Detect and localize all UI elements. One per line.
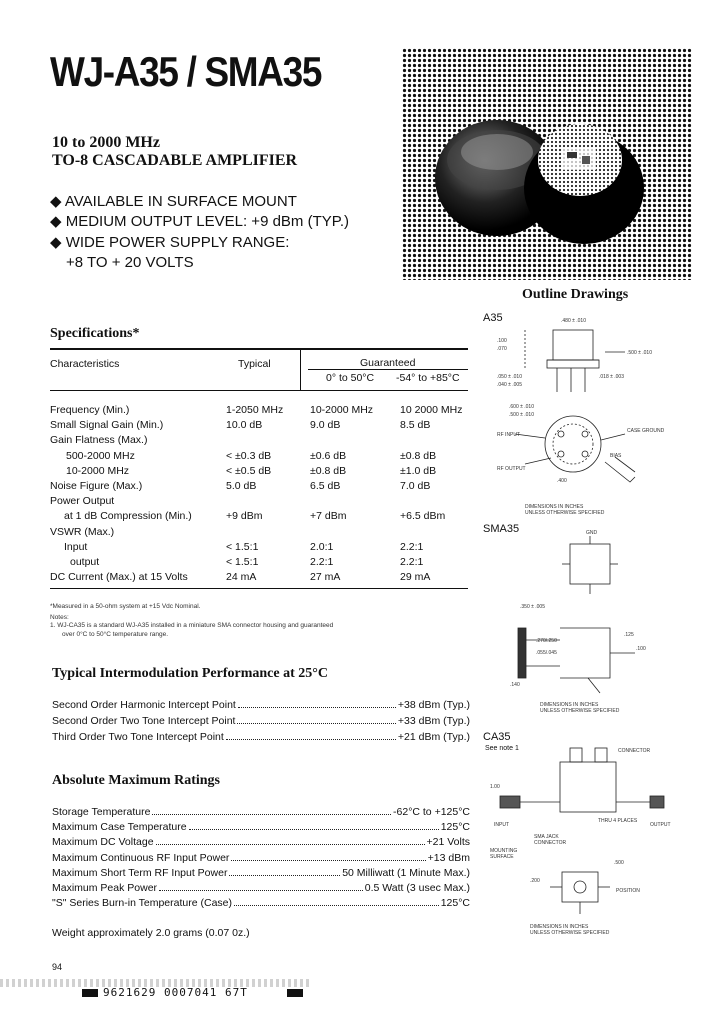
svg-text:.500 ± .010: .500 ± .010 (627, 350, 652, 356)
spec-row-label: Small Signal Gain (Min.) (50, 419, 164, 432)
col-header-typical: Typical (238, 358, 271, 370)
spec-row-guaranteed-0-50: ±0.6 dB (310, 449, 347, 462)
svg-text:POSITION: POSITION (616, 888, 640, 894)
svg-text:.040 ± .005: .040 ± .005 (497, 382, 522, 388)
svg-text:.055/.045: .055/.045 (536, 650, 557, 656)
absmax-row-value: 125°C (440, 821, 470, 834)
ca35-outline-drawing (490, 742, 695, 937)
svg-text:1.00: 1.00 (490, 784, 500, 790)
diamond-bullet-icon: ◆ (50, 193, 62, 210)
spec-row-guaranteed-0-50: 2.2:1 (310, 556, 334, 568)
dot-leader (234, 897, 439, 906)
barcode-text: 9621629 0007041 67T (103, 986, 248, 999)
absmax-heading: Absolute Maximum Ratings (52, 773, 221, 788)
diamond-bullet-icon: ◆ (50, 234, 62, 251)
intermod-row (52, 699, 470, 711)
dot-leader (226, 731, 396, 740)
absmax-row-value: -62°C to +125°C (393, 806, 470, 818)
spec-row-label: Noise Figure (Max.) (50, 480, 143, 492)
svg-text:SURFACE: SURFACE (490, 854, 514, 860)
spec-row-guaranteed-54-85: 2.2:1 (400, 540, 424, 553)
spec-row-guaranteed-54-85: ±0.8 dB (400, 449, 437, 462)
spec-row-label: DC Current (Max.) at 15 Volts (50, 571, 188, 584)
svg-text:.500 ± .010: .500 ± .010 (509, 412, 534, 418)
absmax-row-label: Maximum Case Temperature (52, 821, 187, 834)
product-photo (402, 48, 692, 280)
spec-row-guaranteed-54-85: 7.0 dB (400, 480, 431, 492)
specifications-heading: Specifications* (50, 326, 140, 341)
svg-text:.500: .500 (614, 860, 624, 866)
spec-row-guaranteed-54-85: +6.5 dBm (400, 510, 446, 523)
spec-row-label: 10-2000 MHz (66, 464, 130, 477)
absmax-row-label: Maximum Peak Power (52, 882, 158, 894)
absmax-row (52, 821, 470, 833)
dot-leader (159, 882, 363, 891)
svg-text:.070: .070 (497, 346, 507, 352)
spec-footnote: *Measured in a 50-ohm system at +15 Vdc Nominal. (50, 603, 201, 610)
intermod-row-label: Second Order Harmonic Intercept Point (52, 699, 236, 711)
absmax-row-label: Maximum DC Voltage (52, 836, 154, 849)
svg-text:MOUNTING: MOUNTING (490, 848, 518, 854)
feature-item-continued: +8 TO + 20 VOLTS (66, 254, 194, 271)
spec-row-guaranteed-54-85: 2.2:1 (400, 556, 424, 568)
spec-notes-label: Notes: (50, 614, 69, 621)
spec-row-typical: < 1.5:1 (226, 556, 259, 568)
svg-text:SMA JACK: SMA JACK (534, 834, 559, 840)
svg-text:DIMENSIONS IN INCHES: DIMENSIONS IN INCHES (525, 504, 584, 510)
intermod-row-label: Third Order Two Tone Intercept Point (52, 731, 224, 743)
col-header-characteristics: Characteristics (50, 358, 120, 370)
absmax-row-value: 0.5 Watt (3 usec Max.) (364, 882, 470, 894)
spec-row-typical: 5.0 dB (226, 480, 257, 492)
spec-row-typical: < 1.5:1 (226, 540, 259, 553)
absmax-row (52, 806, 470, 818)
svg-text:.125: .125 (624, 632, 634, 638)
svg-text:.100: .100 (636, 646, 646, 652)
svg-text:RF OUTPUT: RF OUTPUT (497, 466, 526, 472)
dot-leader (237, 715, 395, 724)
intermod-row (52, 731, 470, 743)
sma35-outline-drawing (500, 528, 695, 723)
intermod-row-value: +38 dBm (Typ.) (397, 699, 470, 711)
absmax-row-label: "S" Series Burn-in Temperature (Case) (52, 897, 232, 910)
spec-row-guaranteed-0-50: 2.0:1 (310, 540, 334, 553)
svg-text:CONNECTOR: CONNECTOR (534, 840, 567, 846)
intermod-heading: Typical Intermodulation Performance at 25°C (52, 666, 328, 681)
spec-row-typical: < ±0.5 dB (226, 464, 272, 477)
svg-text:.100: .100 (497, 338, 507, 344)
dot-leader (229, 867, 340, 876)
spec-row-typical: +9 dBm (226, 510, 263, 523)
absmax-row-label: Maximum Short Term RF Input Power (52, 866, 228, 879)
intermod-row (52, 715, 470, 727)
ca35-label: CA35 (483, 731, 511, 743)
spec-row-guaranteed-54-85: 29 mA (400, 571, 431, 584)
svg-text:.200: .200 (530, 878, 540, 884)
dot-leader (238, 699, 396, 708)
absmax-row-value: 125°C (440, 897, 470, 910)
spec-row-guaranteed-0-50: ±0.8 dB (310, 464, 347, 477)
col-header-range-1: 0° to 50°C (326, 372, 375, 384)
spec-row-label: Input (64, 540, 88, 553)
dot-leader (156, 836, 425, 845)
feature-item: ◆ WIDE POWER SUPPLY RANGE: (50, 234, 290, 251)
page-title: WJ-A35 / SMA35 (50, 48, 322, 95)
spec-row-label: 500-2000 MHz (66, 449, 135, 462)
absmax-row (52, 867, 470, 879)
spec-row-guaranteed-0-50: +7 dBm (310, 510, 347, 523)
spec-row-typical: 10.0 dB (226, 419, 263, 432)
spec-row-guaranteed-0-50: 10-2000 MHz (310, 404, 374, 416)
svg-text:.270/.250: .270/.250 (536, 638, 557, 644)
spec-row-guaranteed-54-85: ±1.0 dB (400, 464, 437, 477)
spec-row-typical: 24 mA (226, 571, 257, 584)
spec-row-guaranteed-0-50: 27 mA (310, 571, 341, 584)
spec-row-label: VSWR (Max.) (50, 525, 115, 538)
absmax-row-value: +21 Volts (426, 836, 470, 849)
svg-text:DIMENSIONS IN INCHES: DIMENSIONS IN INCHES (530, 924, 589, 930)
spec-note-1-continued: over 0°C to 50°C temperature range. (62, 631, 169, 638)
svg-text:INPUT: INPUT (494, 822, 509, 828)
barcode-mark-left (82, 989, 98, 997)
svg-text:UNLESS OTHERWISE SPECIFIED: UNLESS OTHERWISE SPECIFIED (525, 510, 605, 516)
spec-row-label: Frequency (Min.) (50, 404, 130, 416)
svg-text:THRU 4 PLACES: THRU 4 PLACES (598, 818, 638, 824)
dot-leader (189, 821, 439, 830)
subtitle-product-type: TO-8 CASCADABLE AMPLIFIER (52, 152, 298, 169)
spec-row-guaranteed-0-50: 9.0 dB (310, 419, 341, 432)
spec-row-guaranteed-54-85: 8.5 dB (400, 419, 431, 432)
col-header-guaranteed: Guaranteed (360, 357, 416, 369)
svg-text:OUTPUT: OUTPUT (650, 822, 671, 828)
absmax-row-value: +13 dBm (427, 851, 470, 864)
intermod-row-label: Second Order Two Tone Intercept Point (52, 715, 236, 727)
ca35-note-ref: See note 1 (485, 745, 519, 752)
svg-text:CASE GROUND: CASE GROUND (627, 428, 665, 434)
svg-text:.400: .400 (557, 478, 567, 484)
spec-row-guaranteed-0-50: 6.5 dB (310, 480, 341, 492)
svg-text:UNLESS OTHERWISE SPECIFIED: UNLESS OTHERWISE SPECIFIED (540, 708, 620, 714)
sma35-label: SMA35 (483, 523, 520, 535)
subtitle-frequency: 10 to 2000 MHz (52, 134, 160, 151)
svg-text:.018 ± .003: .018 ± .003 (599, 374, 624, 380)
absmax-row-label: Storage Temperature (52, 806, 151, 818)
intermod-row-value: +33 dBm (Typ.) (397, 715, 470, 727)
page-number: 94 (52, 962, 63, 972)
absmax-row-value: 50 Milliwatt (1 Minute Max.) (342, 866, 470, 879)
diamond-bullet-icon: ◆ (50, 213, 62, 230)
spec-row-label: output (70, 556, 100, 568)
a35-outline-drawing (495, 312, 695, 522)
spec-note-1: 1. WJ-CA35 is a standard WJ-A35 installed in a miniature SMA connector housing and guaranteed (50, 622, 334, 629)
svg-text:CONNECTOR: CONNECTOR (618, 748, 651, 754)
svg-text:.480 ± .010: .480 ± .010 (561, 318, 586, 324)
spec-row-label: Power Output (50, 495, 115, 508)
col-header-range-2: -54° to +85°C (396, 372, 460, 384)
svg-text:RF INPUT: RF INPUT (497, 432, 521, 438)
feature-item: ◆ AVAILABLE IN SURFACE MOUNT (50, 193, 297, 210)
dot-leader (152, 806, 391, 815)
outline-drawings-heading: Outline Drawings (522, 287, 629, 302)
svg-text:.600 ± .010: .600 ± .010 (509, 404, 534, 410)
svg-text:UNLESS OTHERWISE SPECIFIED: UNLESS OTHERWISE SPECIFIED (530, 930, 610, 936)
spec-row-guaranteed-54-85: 10 2000 MHz (400, 404, 463, 416)
absmax-row (52, 852, 470, 864)
svg-text:.350 ± .005: .350 ± .005 (520, 604, 545, 610)
svg-text:.140: .140 (510, 682, 520, 688)
dot-leader (231, 852, 425, 861)
absmax-row (52, 836, 470, 848)
svg-text:.050 ± .010: .050 ± .010 (497, 374, 522, 380)
weight-text: Weight approximately 2.0 grams (0.07 0z.) (52, 927, 250, 939)
spec-row-typical: < ±0.3 dB (226, 449, 272, 462)
spec-row-typical: 1-2050 MHz (226, 404, 284, 416)
absmax-row (52, 882, 470, 894)
feature-item: ◆ MEDIUM OUTPUT LEVEL: +9 dBm (TYP.) (50, 213, 349, 230)
barcode-mark-right (287, 989, 303, 997)
absmax-row (52, 897, 470, 909)
svg-text:BIAS: BIAS (610, 453, 622, 459)
spec-row-label: at 1 dB Compression (Min.) (64, 510, 192, 523)
svg-text:GND: GND (586, 530, 598, 536)
a35-label: A35 (483, 312, 503, 324)
absmax-row-label: Maximum Continuous RF Input Power (52, 851, 230, 864)
svg-text:DIMENSIONS IN INCHES: DIMENSIONS IN INCHES (540, 702, 599, 708)
spec-row-label: Gain Flatness (Max.) (50, 434, 148, 447)
intermod-row-value: +21 dBm (Typ.) (397, 731, 470, 743)
